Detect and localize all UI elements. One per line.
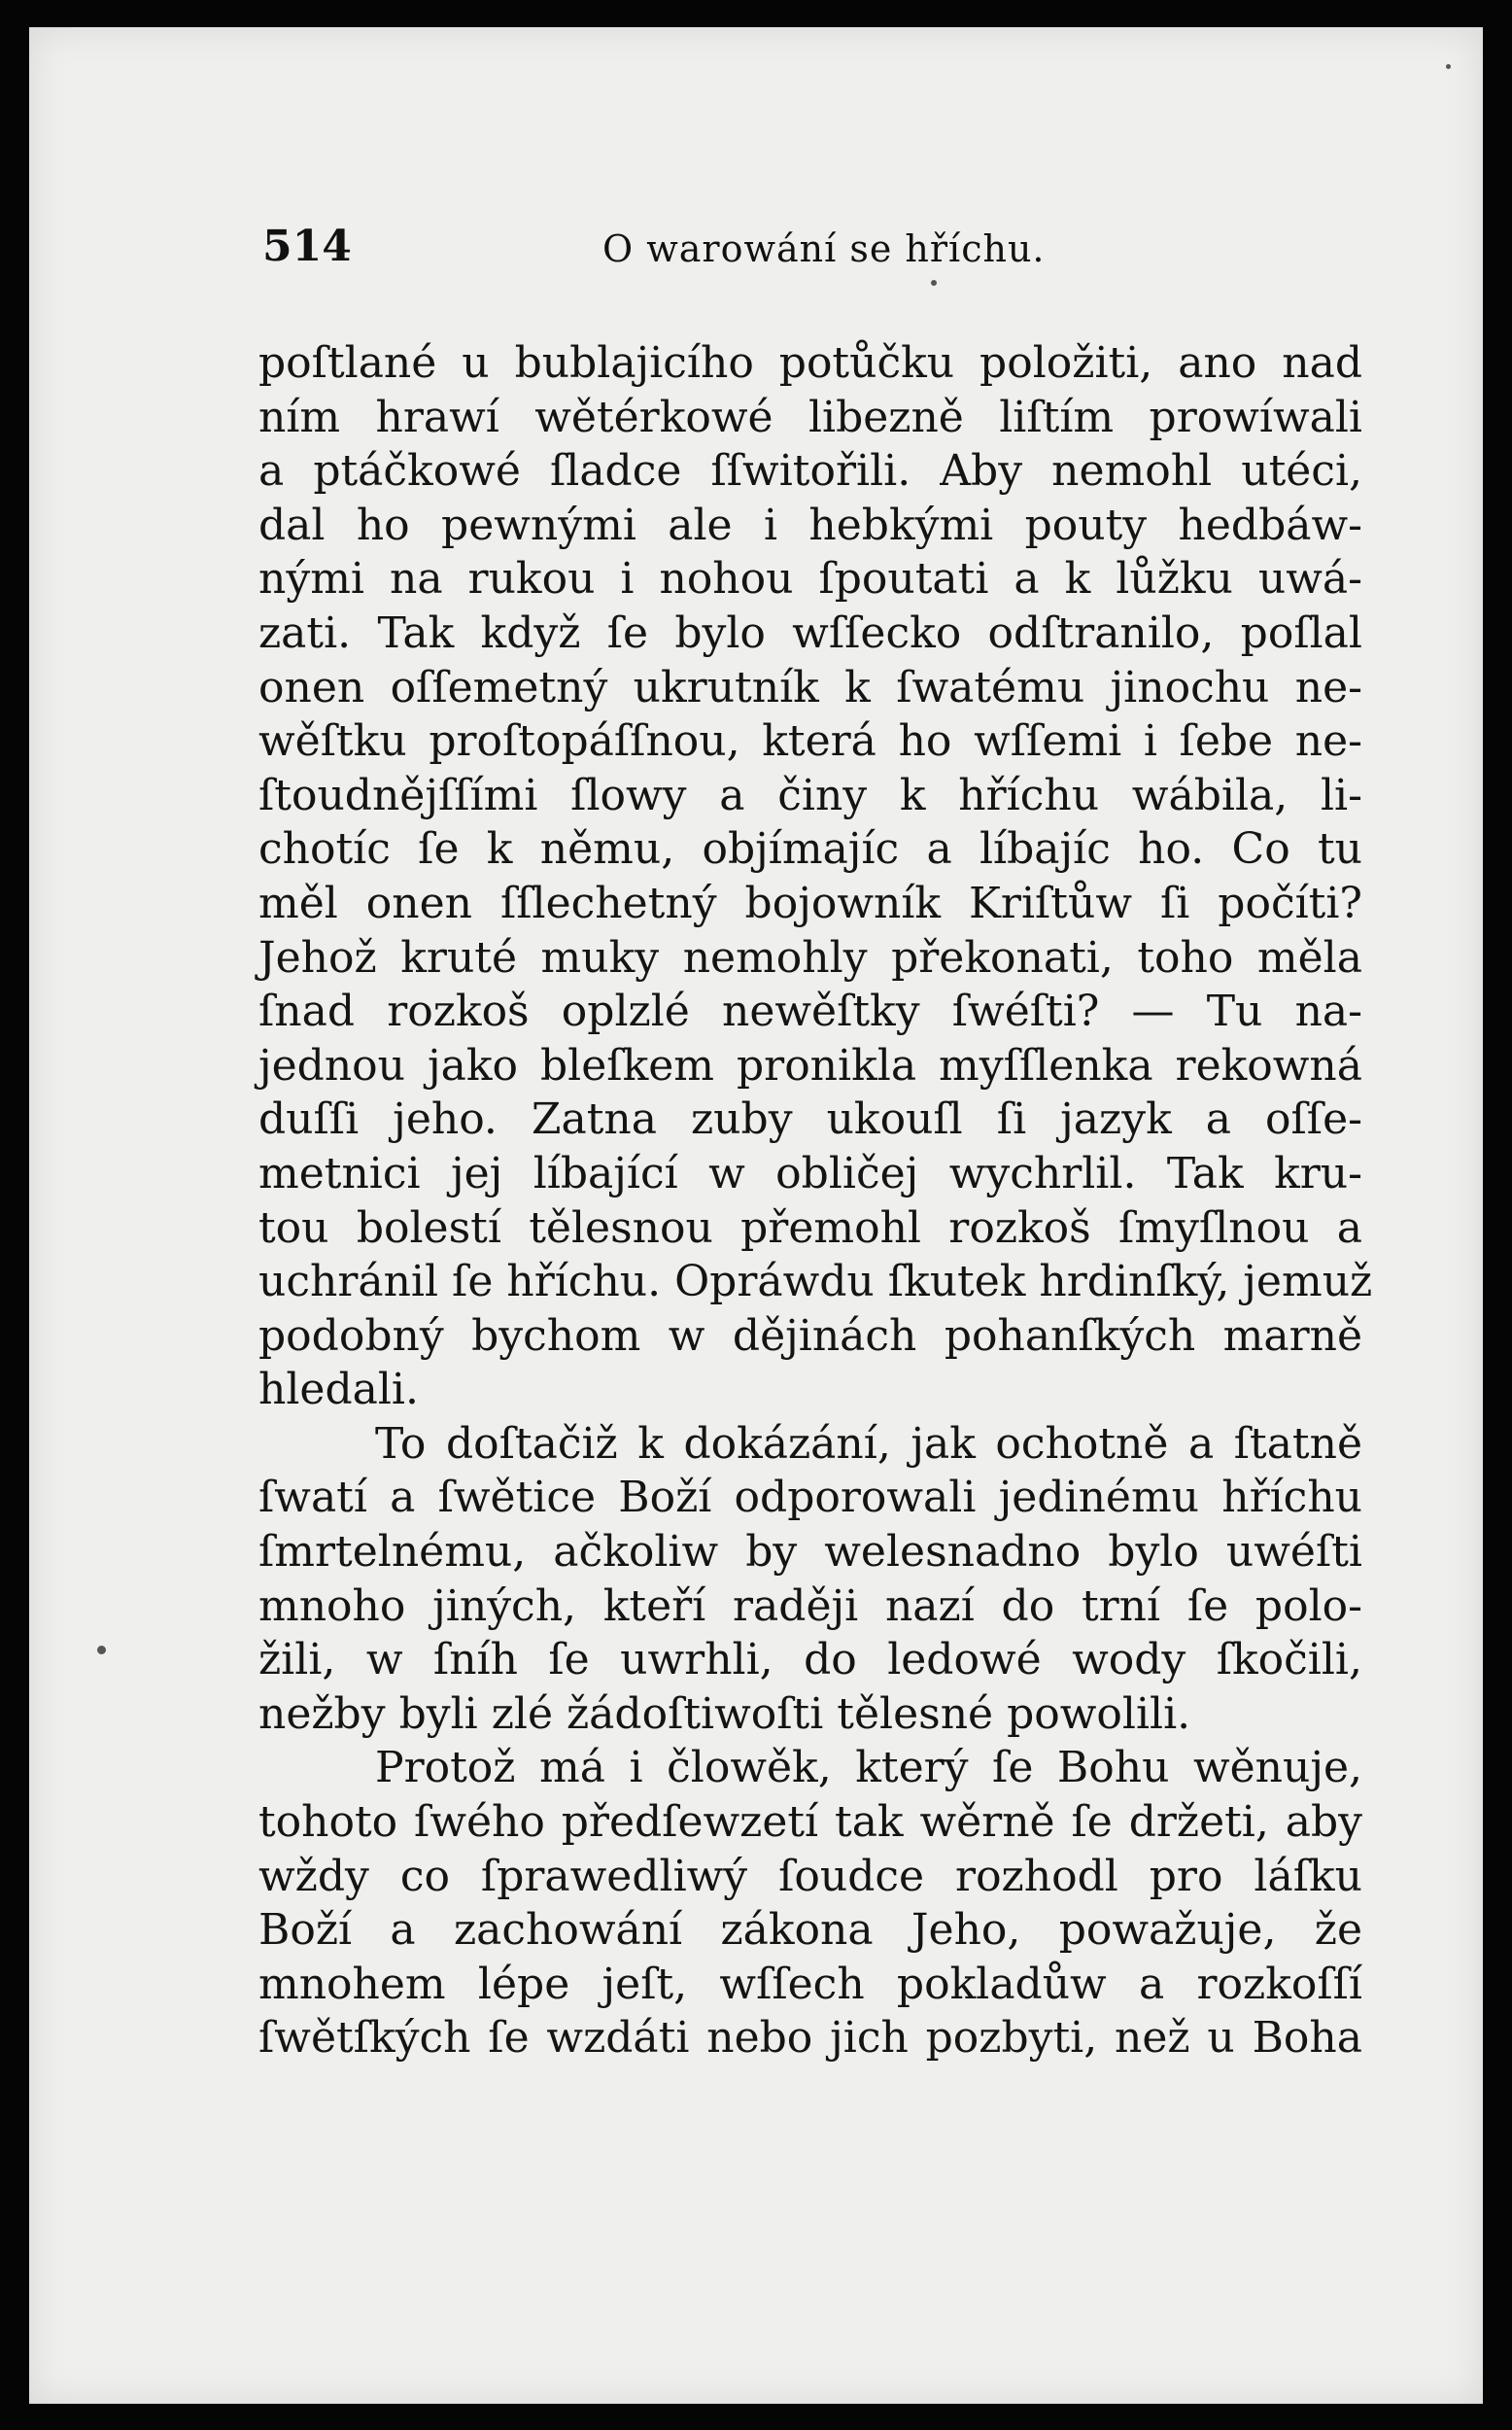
- text-line: duſſi jeho. Zatna zuby ukouſl ſi jazyk a oſſe-: [258, 1094, 1362, 1145]
- paragraph-end-line: hledali.: [258, 1365, 419, 1415]
- text-line: mnoho jiných, kteří raději nazí do trní ſe polo-: [258, 1580, 1362, 1631]
- text-line: ſnad rozkoš oplzlé newěſtky ſwéſti? — Tu na-: [258, 987, 1362, 1037]
- paragraph-start-line: Protož má i člowěk, který ſe Bohu wěnuje,: [375, 1743, 1362, 1793]
- text-line: mnohem lépe jeſt, wſſech pokladůw a rozkoſſí: [258, 1959, 1362, 2009]
- text-line: uchránil ſe hříchu. Opráwdu ſkutek hrdinſký, jemuž: [258, 1257, 1373, 1307]
- text-line: wěſtku proſtopáſſnou, která ho wſſemi i ſebe ne-: [258, 716, 1362, 767]
- text-line: onen oſſemetný ukrutník k ſwatému jinochu ne-: [258, 662, 1362, 712]
- paper-speck: [97, 1646, 106, 1654]
- text-line: zati. Tak když ſe bylo wſſecko odſtranilo, poſlal: [258, 608, 1362, 658]
- text-line: ſwatí a ſwětice Boží odporowali jedinému hříchu: [258, 1473, 1362, 1523]
- paper-speck: [1446, 64, 1451, 69]
- text-line: jednou jako bleſkem pronikla myſſlenka rekowná: [258, 1040, 1362, 1091]
- text-line: žili, w ſníh ſe uwrhli, do ledowé wody ſkočili,: [258, 1635, 1362, 1685]
- paper-speck: [931, 280, 937, 286]
- text-line: ſtoudnějſſími ſlowy a činy k hříchu wábila, li-: [258, 770, 1362, 820]
- text-line: měl onen ſſlechetný bojowník Kriſtůw ſi počíti?: [258, 878, 1362, 928]
- text-line: chotíc ſe k němu, objímajíc a líbajíc ho. Co tu: [258, 824, 1362, 875]
- body-text: [258, 336, 1373, 2066]
- text-line: ſwětſkých ſe wzdáti nebo jich pozbyti, než u Boha: [258, 2013, 1362, 2064]
- text-line: nými na rukou i nohou ſpoutati a k lůžku uwá-: [258, 554, 1362, 605]
- text-line: tou bolestí tělesnou přemohl rozkoš ſmyſlnou a: [258, 1202, 1362, 1253]
- text-line: Boží a zachowání zákona Jeho, powažuje, že: [258, 1905, 1362, 1956]
- text-line: tohoto ſwého předſewzetí tak wěrně ſe držeti, aby: [258, 1797, 1362, 1848]
- text-line: poſtlané u bublajicího potůčku položiti, ano nad: [258, 338, 1362, 388]
- text-line: ním hrawí wětérkowé libezně liſtím prowíwali: [258, 392, 1362, 442]
- running-title: O warowání se hříchu.: [602, 227, 1046, 270]
- text-line: Jehož kruté muky nemohly překonati, toho měla: [258, 932, 1362, 983]
- text-line: podobný bychom w dějinách pohanſkých marně: [258, 1310, 1362, 1361]
- text-line: a ptáčkowé ſladce ſſwitořili. Aby nemohl utéci,: [258, 446, 1362, 497]
- paragraph-end-line: nežby byli zlé žádoſtiwoſti tělesné powolili.: [258, 1688, 1191, 1739]
- text-line: metnici jej líbající w obličej wychrlil. Tak kru-: [258, 1148, 1362, 1198]
- text-line: dal ho pewnými ale i hebkými pouty hedbáw-: [258, 500, 1362, 550]
- book-page: [29, 27, 1483, 2404]
- page-number: 514: [262, 222, 352, 271]
- paragraph-start-line: To doſtačiž k dokázání, jak ochotně a ſtatně: [375, 1418, 1362, 1469]
- text-line: ſmrtelnému, ačkoliw by welesnadno bylo uwéſti: [258, 1527, 1362, 1578]
- text-line: wždy co ſprawedliwý ſoudce rozhodl pro láſku: [258, 1851, 1362, 1901]
- running-head: [262, 222, 1380, 280]
